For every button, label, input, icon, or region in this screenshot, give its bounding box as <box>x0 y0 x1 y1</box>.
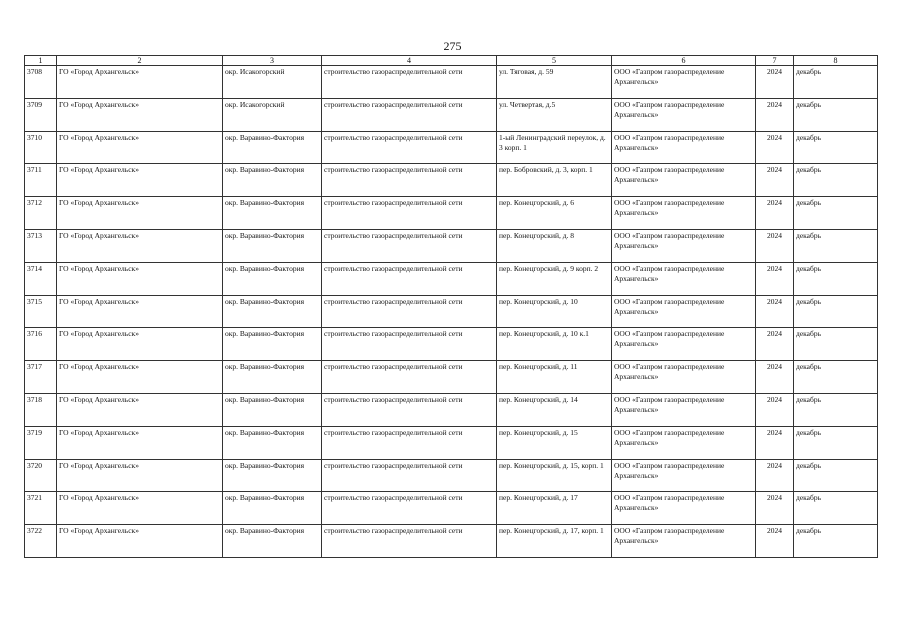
work-type-cell: строительство газораспределительной сети <box>322 426 497 459</box>
row-number-cell: 3721 <box>25 492 57 525</box>
row-number-cell: 3711 <box>25 164 57 197</box>
executor-cell: ООО «Газпром газораспределение Архангельск» <box>612 98 756 131</box>
address-cell: пер. Бобровский, д. 3, корп. 1 <box>497 164 612 197</box>
table-row <box>25 197 878 230</box>
district-cell: окр. Варавино-Фактория <box>223 459 322 492</box>
year-cell: 2024 <box>756 197 794 230</box>
row-number-cell: 3714 <box>25 262 57 295</box>
row-number-cell: 3710 <box>25 131 57 164</box>
executor-cell: ООО «Газпром газораспределение Архангельск» <box>612 492 756 525</box>
row-number-cell: 3719 <box>25 426 57 459</box>
address-cell: ул. Четвертая, д.5 <box>497 98 612 131</box>
address-cell: пер. Конецгорский, д. 15, корп. 1 <box>497 459 612 492</box>
year-cell: 2024 <box>756 66 794 99</box>
district-cell: окр. Варавино-Фактория <box>223 295 322 328</box>
executor-cell: ООО «Газпром газораспределение Архангельск» <box>612 66 756 99</box>
municipality-cell: ГО «Город Архангельск» <box>57 197 223 230</box>
work-type-cell: строительство газораспределительной сети <box>322 295 497 328</box>
column-header: 4 <box>322 56 497 66</box>
row-number-cell: 3713 <box>25 229 57 262</box>
municipality-cell: ГО «Город Архангельск» <box>57 295 223 328</box>
year-cell: 2024 <box>756 295 794 328</box>
work-type-cell: строительство газораспределительной сети <box>322 328 497 361</box>
district-cell: окр. Варавино-Фактория <box>223 393 322 426</box>
month-cell: декабрь <box>794 229 878 262</box>
row-number-cell: 3708 <box>25 66 57 99</box>
address-cell: ул. Тяговая, д. 59 <box>497 66 612 99</box>
row-number-cell: 3716 <box>25 328 57 361</box>
column-header: 3 <box>223 56 322 66</box>
table-row <box>25 393 878 426</box>
work-type-cell: строительство газораспределительной сети <box>322 197 497 230</box>
table-row <box>25 361 878 394</box>
executor-cell: ООО «Газпром газораспределение Архангельск» <box>612 525 756 558</box>
address-cell: пер. Конецгорский, д. 17, корп. 1 <box>497 525 612 558</box>
municipality-cell: ГО «Город Архангельск» <box>57 229 223 262</box>
column-header: 8 <box>794 56 878 66</box>
address-cell: пер. Конецгорский, д. 8 <box>497 229 612 262</box>
district-cell: окр. Варавино-Фактория <box>223 426 322 459</box>
district-cell: окр. Варавино-Фактория <box>223 492 322 525</box>
column-header: 1 <box>25 56 57 66</box>
column-header: 7 <box>756 56 794 66</box>
month-cell: декабрь <box>794 426 878 459</box>
table-row <box>25 295 878 328</box>
row-number-cell: 3722 <box>25 525 57 558</box>
row-number-cell: 3715 <box>25 295 57 328</box>
month-cell: декабрь <box>794 98 878 131</box>
row-number-cell: 3709 <box>25 98 57 131</box>
table-row <box>25 525 878 558</box>
district-cell: окр. Варавино-Фактория <box>223 361 322 394</box>
district-cell: окр. Варавино-Фактория <box>223 229 322 262</box>
month-cell: декабрь <box>794 131 878 164</box>
table-row <box>25 459 878 492</box>
address-cell: пер. Конецгорский, д. 9 корп. 2 <box>497 262 612 295</box>
year-cell: 2024 <box>756 426 794 459</box>
municipality-cell: ГО «Город Архангельск» <box>57 131 223 164</box>
executor-cell: ООО «Газпром газораспределение Архангельск» <box>612 393 756 426</box>
district-cell: окр. Исакогорский <box>223 66 322 99</box>
executor-cell: ООО «Газпром газораспределение Архангельск» <box>612 164 756 197</box>
municipality-cell: ГО «Город Архангельск» <box>57 361 223 394</box>
executor-cell: ООО «Газпром газораспределение Архангельск» <box>612 262 756 295</box>
month-cell: декабрь <box>794 197 878 230</box>
work-type-cell: строительство газораспределительной сети <box>322 393 497 426</box>
year-cell: 2024 <box>756 229 794 262</box>
address-cell: пер. Конецгорский, д. 6 <box>497 197 612 230</box>
year-cell: 2024 <box>756 98 794 131</box>
address-cell: пер. Конецгорский, д. 11 <box>497 361 612 394</box>
row-number-cell: 3712 <box>25 197 57 230</box>
year-cell: 2024 <box>756 361 794 394</box>
row-number-cell: 3718 <box>25 393 57 426</box>
month-cell: декабрь <box>794 262 878 295</box>
work-type-cell: строительство газораспределительной сети <box>322 361 497 394</box>
executor-cell: ООО «Газпром газораспределение Архангельск» <box>612 197 756 230</box>
municipality-cell: ГО «Город Архангельск» <box>57 393 223 426</box>
year-cell: 2024 <box>756 459 794 492</box>
column-number-header-row <box>25 56 878 66</box>
address-cell: пер. Конецгорский, д. 17 <box>497 492 612 525</box>
executor-cell: ООО «Газпром газораспределение Архангельск» <box>612 426 756 459</box>
work-type-cell: строительство газораспределительной сети <box>322 131 497 164</box>
table-row <box>25 98 878 131</box>
table-row <box>25 262 878 295</box>
municipality-cell: ГО «Город Архангельск» <box>57 525 223 558</box>
month-cell: декабрь <box>794 295 878 328</box>
work-type-cell: строительство газораспределительной сети <box>322 492 497 525</box>
table-row <box>25 131 878 164</box>
month-cell: декабрь <box>794 66 878 99</box>
month-cell: декабрь <box>794 459 878 492</box>
executor-cell: ООО «Газпром газораспределение Архангельск» <box>612 361 756 394</box>
month-cell: декабрь <box>794 393 878 426</box>
year-cell: 2024 <box>756 393 794 426</box>
column-header: 2 <box>57 56 223 66</box>
municipality-cell: ГО «Город Архангельск» <box>57 426 223 459</box>
table-row <box>25 164 878 197</box>
executor-cell: ООО «Газпром газораспределение Архангельск» <box>612 459 756 492</box>
address-cell: пер. Конецгорский, д. 14 <box>497 393 612 426</box>
municipality-cell: ГО «Город Архангельск» <box>57 492 223 525</box>
municipality-cell: ГО «Город Архангельск» <box>57 328 223 361</box>
municipality-cell: ГО «Город Архангельск» <box>57 262 223 295</box>
executor-cell: ООО «Газпром газораспределение Архангельск» <box>612 328 756 361</box>
table-row <box>25 66 878 99</box>
month-cell: декабрь <box>794 328 878 361</box>
work-type-cell: строительство газораспределительной сети <box>322 164 497 197</box>
municipality-cell: ГО «Город Архангельск» <box>57 164 223 197</box>
table-body <box>25 66 878 558</box>
table-row <box>25 492 878 525</box>
work-type-cell: строительство газораспределительной сети <box>322 459 497 492</box>
year-cell: 2024 <box>756 164 794 197</box>
work-type-cell: строительство газораспределительной сети <box>322 262 497 295</box>
district-cell: окр. Варавино-Фактория <box>223 525 322 558</box>
district-cell: окр. Варавино-Фактория <box>223 197 322 230</box>
district-cell: окр. Варавино-Фактория <box>223 328 322 361</box>
executor-cell: ООО «Газпром газораспределение Архангельск» <box>612 295 756 328</box>
month-cell: декабрь <box>794 361 878 394</box>
work-type-cell: строительство газораспределительной сети <box>322 98 497 131</box>
page-number: 275 <box>443 39 462 53</box>
work-type-cell: строительство газораспределительной сети <box>322 525 497 558</box>
year-cell: 2024 <box>756 492 794 525</box>
table-row <box>25 229 878 262</box>
gas-network-register-table <box>24 55 878 558</box>
district-cell: окр. Варавино-Фактория <box>223 262 322 295</box>
executor-cell: ООО «Газпром газораспределение Архангельск» <box>612 131 756 164</box>
column-header: 6 <box>612 56 756 66</box>
executor-cell: ООО «Газпром газораспределение Архангельск» <box>612 229 756 262</box>
address-cell: пер. Конецгорский, д. 15 <box>497 426 612 459</box>
municipality-cell: ГО «Город Архангельск» <box>57 66 223 99</box>
year-cell: 2024 <box>756 131 794 164</box>
month-cell: декабрь <box>794 525 878 558</box>
year-cell: 2024 <box>756 262 794 295</box>
table-row <box>25 328 878 361</box>
work-type-cell: строительство газораспределительной сети <box>322 66 497 99</box>
year-cell: 2024 <box>756 328 794 361</box>
month-cell: декабрь <box>794 492 878 525</box>
work-type-cell: строительство газораспределительной сети <box>322 229 497 262</box>
year-cell: 2024 <box>756 525 794 558</box>
municipality-cell: ГО «Город Архангельск» <box>57 459 223 492</box>
municipality-cell: ГО «Город Архангельск» <box>57 98 223 131</box>
row-number-cell: 3717 <box>25 361 57 394</box>
district-cell: окр. Варавино-Фактория <box>223 164 322 197</box>
address-cell: 1-ый Ленинградский переулок, д. 3 корп. 1 <box>497 131 612 164</box>
row-number-cell: 3720 <box>25 459 57 492</box>
address-cell: пер. Конецгорский, д. 10 <box>497 295 612 328</box>
column-header: 5 <box>497 56 612 66</box>
district-cell: окр. Варавино-Фактория <box>223 131 322 164</box>
district-cell: окр. Исакогорский <box>223 98 322 131</box>
month-cell: декабрь <box>794 164 878 197</box>
address-cell: пер. Конецгорский, д. 10 к.1 <box>497 328 612 361</box>
table-row <box>25 426 878 459</box>
